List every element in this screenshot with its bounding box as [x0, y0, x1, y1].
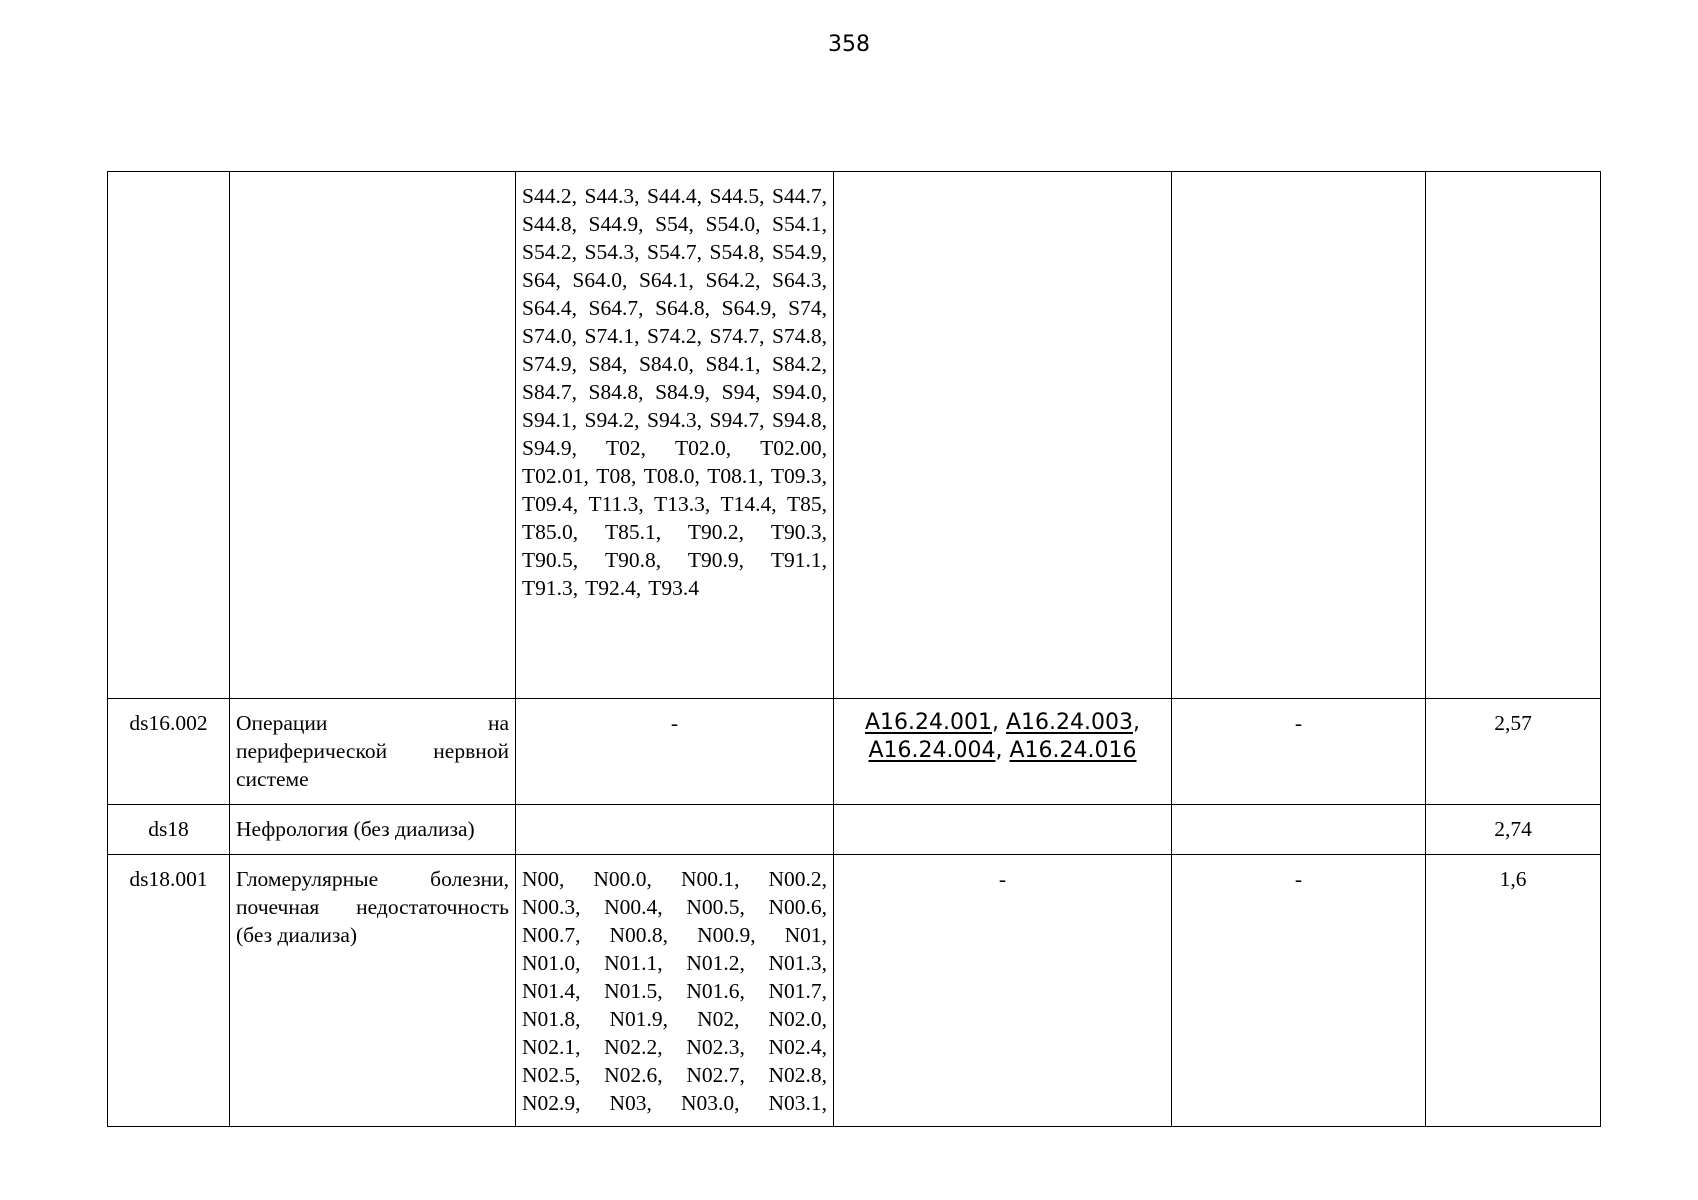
cell-other: - [1172, 699, 1426, 805]
cell-name: Нефрология (без диализа) [230, 805, 516, 855]
cell-coefficient: 2,57 [1426, 699, 1601, 805]
operation-link[interactable]: A16.24.003 [1006, 710, 1134, 735]
cell-code: ds18 [108, 805, 230, 855]
cell-name: Операции на периферической нервной системе [230, 699, 516, 805]
cell-coefficient: 2,74 [1426, 805, 1601, 855]
cell-diagnoses: N00, N00.0, N00.1, N00.2, N00.3, N00.4, N00.5, N00.6, N00.7, N00.8, N00.9, N01, N01.0, N01.1, N01.2, N01.3, N01.4, N01.5, N01.6, N01.7, N01.8, N01.9, N02, N02.0, N02.1, N02.2, N02.3, N02.4, N02.5, N02.6, N02.7, N02.8, N02.9, N03, N03.0, N03.1, [516, 855, 834, 1127]
cell-name [230, 172, 516, 699]
cell-diagnoses: - [516, 699, 834, 805]
cell-operations: A16.24.001, A16.24.003, A16.24.004, A16.24.016 [834, 699, 1172, 805]
table-row [108, 805, 1601, 855]
cell-operations [834, 805, 1172, 855]
operation-link[interactable]: A16.24.016 [1009, 738, 1137, 763]
operation-link[interactable]: A16.24.004 [868, 738, 996, 763]
cell-coefficient [1426, 172, 1601, 699]
cell-operations: - [834, 855, 1172, 1127]
tariff-table [107, 171, 1601, 1127]
cell-other [1172, 805, 1426, 855]
table-row [108, 855, 1601, 1127]
cell-other: - [1172, 855, 1426, 1127]
cell-name: Гломерулярные болезни, почечная недостаточность (без диализа) [230, 855, 516, 1127]
cell-other [1172, 172, 1426, 699]
cell-operations [834, 172, 1172, 699]
cell-code: ds18.001 [108, 855, 230, 1127]
cell-code [108, 172, 230, 699]
cell-diagnoses: S44.2, S44.3, S44.4, S44.5, S44.7, S44.8, S44.9, S54, S54.0, S54.1, S54.2, S54.3, S54.7, S54.8, S54.9, S64, S64.0, S64.1, S64.2, S64.3, S64.4, S64.7, S64.8, S64.9, S74, S74.0, S74.1, S74.2, S74.7, S74.8, S74.9, S84, S84.0, S84.1, S84.2, S84.7, S84.8, S84.9, S94, S94.0, S94.1, S94.2, S94.3, S94.7, S94.8, S94.9, T02, T02.0, T02.00, T02.01, T08, T08.0, T08.1, T09.3, T09.4, T11.3, T13.3, T14.4, T85, T85.0, T85.1, T90.2, T90.3, T90.5, T90.8, T90.9, T91.1, T91.3, T92.4, T93.4 [516, 172, 834, 699]
table-row [108, 699, 1601, 805]
cell-code: ds16.002 [108, 699, 230, 805]
table-row [108, 172, 1601, 699]
cell-coefficient: 1,6 [1426, 855, 1601, 1127]
page-number: 358 [828, 32, 870, 57]
operation-link[interactable]: A16.24.001 [864, 710, 992, 735]
cell-diagnoses [516, 805, 834, 855]
